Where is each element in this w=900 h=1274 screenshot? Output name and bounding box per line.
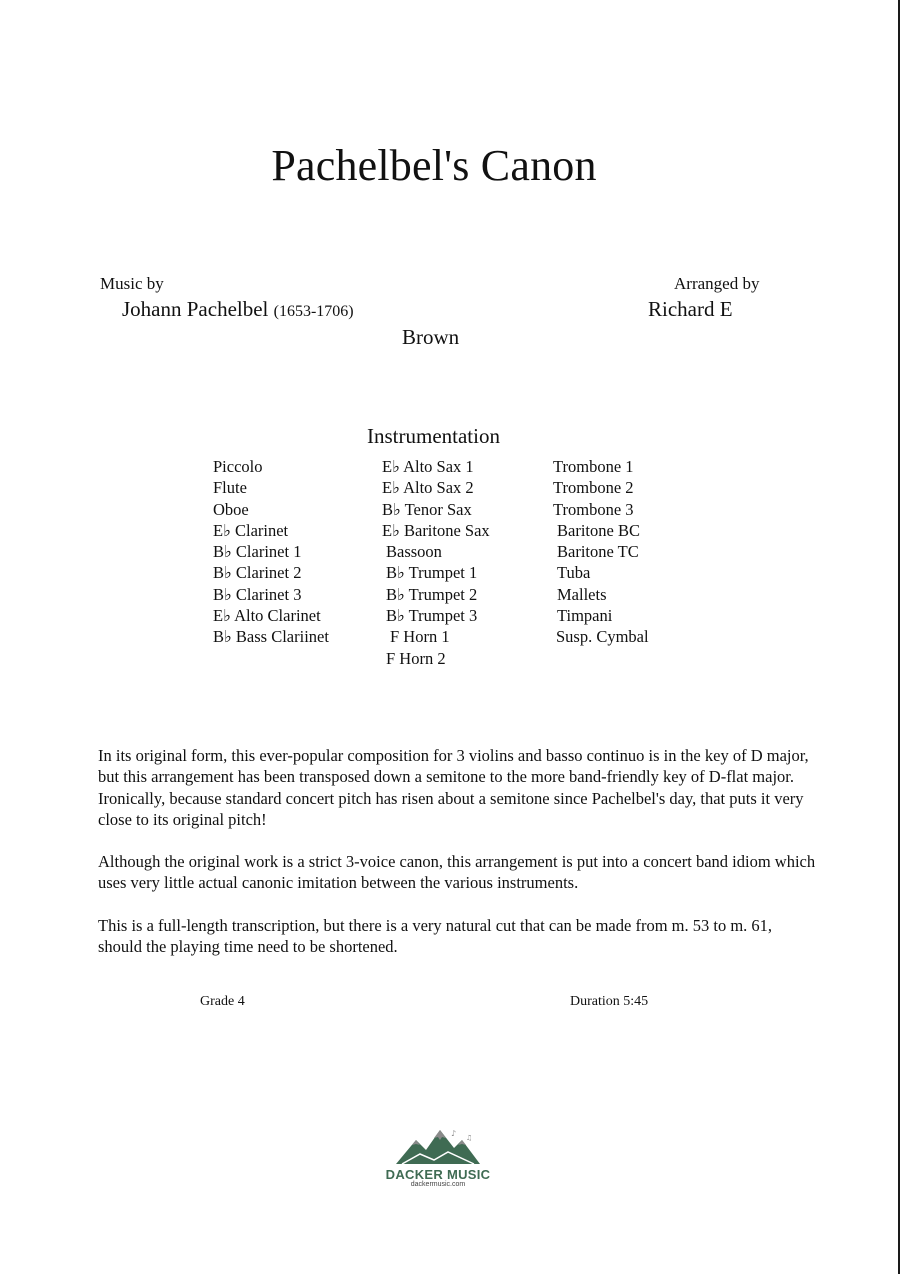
instrument-column-2 [382, 456, 490, 669]
page-title: Pachelbel's Canon [271, 141, 597, 190]
instrument-item: Susp. Cymbal [556, 627, 649, 647]
arranger-first-name: Richard E [648, 297, 733, 321]
instrument-item: Oboe [213, 499, 249, 519]
instrument-item: B♭ Clarinet 1 [213, 542, 302, 562]
instrument-item: B♭ Clarinet 2 [213, 563, 302, 583]
arranged-by-label: Arranged by [674, 274, 760, 293]
instrument-item: B♭ Trumpet 3 [386, 606, 478, 626]
instrument-item: Piccolo [213, 457, 263, 476]
instrument-item: Tuba [557, 563, 591, 583]
publisher-logo [376, 1128, 500, 1196]
description-paragraph: Although the original work is a strict 3-voice canon, this arrangement is put into a concert band idiom which uses very little actual canonic imitation between the various instruments. [98, 852, 816, 893]
description-paragraph: In its original form, this ever-popular composition for 3 violins and basso continuo is in the key of D major, but this arrangement has been transposed down a semitone to the more band-friendly key of D-flat major. Ironically, because standard concert pitch has risen about a semitone since Pachelbel's day, that puts it very close to its original pitch! [98, 746, 809, 829]
instrument-item: E♭ Alto Clarinet [213, 606, 321, 626]
instrumentation-heading: Instrumentation [367, 424, 500, 448]
instrument-item: Flute [213, 478, 247, 498]
instrument-column-3 [553, 456, 649, 648]
instrument-item: E♭ Clarinet [213, 520, 289, 540]
instrument-item: Trombone 3 [553, 499, 634, 519]
instrument-item: Baritone BC [557, 520, 640, 540]
svg-text:♫: ♫ [466, 1134, 473, 1142]
arranger-last-name: Brown [402, 325, 460, 349]
instrument-item: Mallets [557, 584, 607, 604]
svg-text:♪: ♪ [451, 1129, 457, 1138]
instrument-item: E♭ Baritone Sax [382, 520, 490, 540]
instrument-item: Trombone 1 [553, 457, 634, 476]
instrument-item: B♭ Clarinet 3 [213, 584, 302, 604]
composer [122, 297, 354, 322]
instrument-item: Timpani [557, 606, 613, 626]
grade-label: Grade 4 [200, 994, 245, 1009]
description-paragraph: This is a full-length transcription, but there is a very natural cut that can be made from m. 53 to m. 61, should the playing time need to be shortened. [98, 916, 773, 957]
logo-url: dackermusic.com [410, 1181, 466, 1188]
instrument-item: B♭ Tenor Sax [382, 499, 472, 519]
logo-name: DACKER MUSIC [385, 1167, 491, 1182]
instrument-item: B♭ Bass Clariinet [213, 627, 329, 647]
instrument-item: B♭ Trumpet 1 [386, 563, 478, 583]
instrument-item: E♭ Alto Sax 1 [382, 457, 474, 476]
instrument-item: Trombone 2 [553, 478, 634, 498]
instrument-item: B♭ Trumpet 2 [386, 584, 478, 604]
instrument-item: E♭ Alto Sax 2 [382, 478, 474, 498]
instrument-item: Bassoon [386, 542, 442, 562]
mountain-logo-icon [394, 1128, 482, 1166]
instrument-item: Baritone TC [557, 542, 639, 562]
instrument-item: F Horn 1 [390, 627, 450, 647]
music-by-label: Music by [100, 274, 164, 293]
duration-label: Duration 5:45 [570, 994, 649, 1009]
instrument-column-1 [213, 456, 329, 648]
composer-dates: (1653-1706) [273, 303, 354, 320]
instrument-item: F Horn 2 [386, 648, 446, 668]
composer-name: Johann Pachelbel [122, 297, 269, 321]
